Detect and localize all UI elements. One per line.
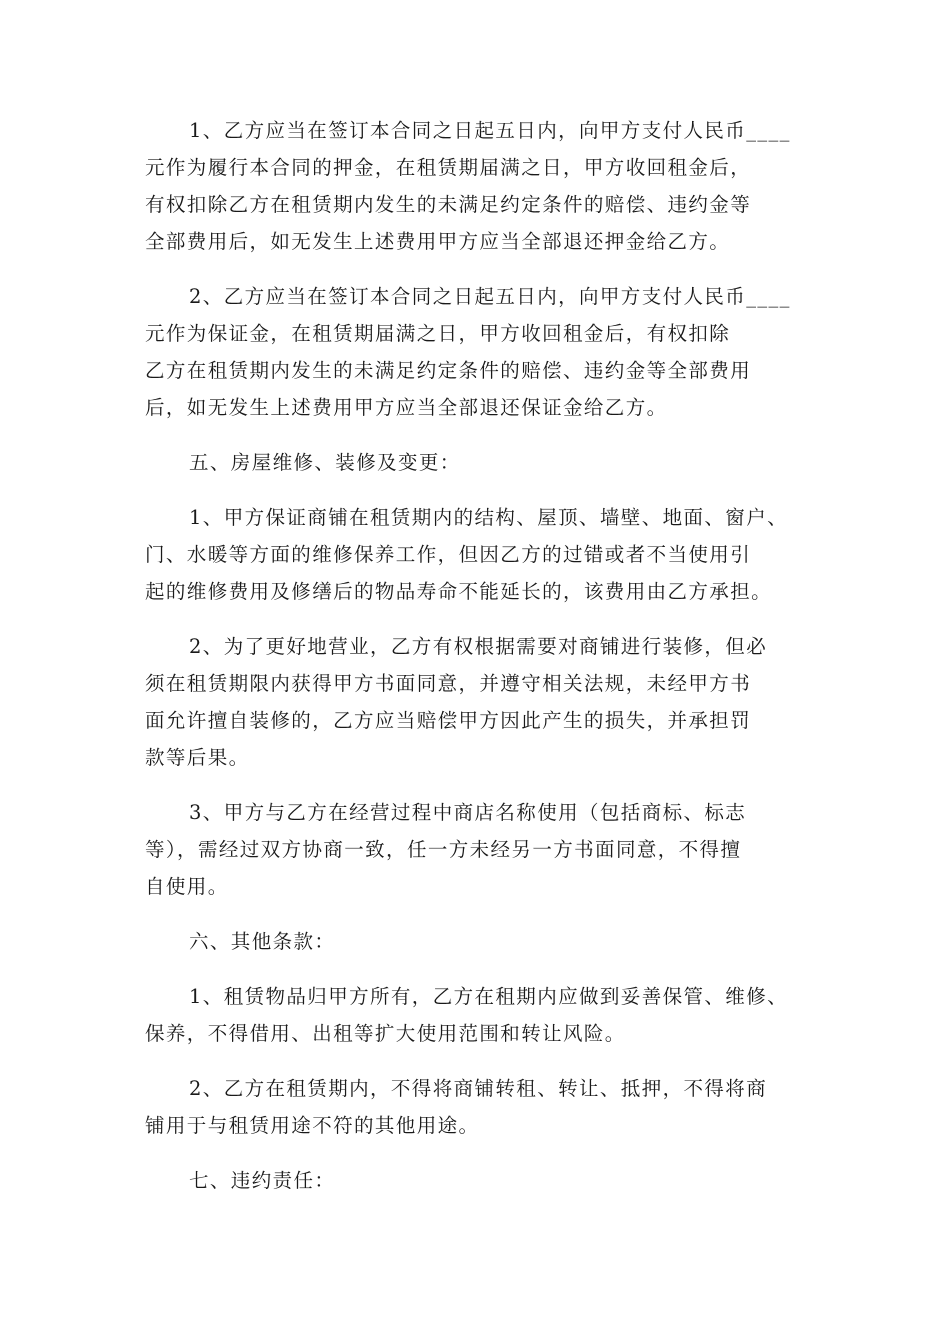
paragraph-line: 铺用于与租赁用途不符的其他用途。: [145, 1114, 480, 1137]
paragraph: [145, 278, 810, 426]
paragraph-line: 3、甲方与乙方在经营过程中商店名称使用（包括商标、标志: [189, 801, 747, 824]
paragraph: [145, 444, 810, 481]
paragraph: [145, 112, 810, 260]
paragraph-line: 等），需经过双方协商一致，任一方未经另一方书面同意，不得擅: [145, 838, 742, 861]
paragraph-line: 自使用。: [145, 875, 229, 898]
paragraph: [145, 1070, 810, 1144]
paragraph-line: 2、乙方在租赁期内，不得将商铺转租、转让、抵押，不得将商: [189, 1077, 768, 1100]
paragraph-line: 元作为履行本合同的押金，在租赁期届满之日，甲方收回租金后，: [145, 156, 752, 179]
paragraph-line: 六、其他条款：: [189, 930, 336, 953]
paragraph-line: 乙方在租赁期内发生的未满足约定条件的赔偿、违约金等全部费用: [145, 359, 752, 382]
paragraph: [145, 628, 810, 776]
paragraph-line: 有权扣除乙方在租赁期内发生的未满足约定条件的赔偿、违约金等: [145, 193, 752, 216]
paragraph: [145, 978, 810, 1052]
paragraph-line: 七、违约责任：: [189, 1169, 336, 1192]
paragraph-line: 起的维修费用及修缮后的物品寿命不能延长的，该费用由乙方承担。: [145, 580, 773, 603]
paragraph-line: 全部费用后，如无发生上述费用甲方应当全部退还押金给乙方。: [145, 230, 731, 253]
paragraph-line: 须在租赁期限内获得甲方书面同意，并遵守相关法规，未经甲方书: [145, 672, 752, 695]
paragraph-line: 2、为了更好地营业，乙方有权根据需要对商铺进行装修，但必: [189, 635, 768, 658]
paragraph-line: 元作为保证金，在租赁期届满之日，甲方收回租金后，有权扣除: [145, 322, 731, 345]
paragraph-line: 1、甲方保证商铺在租赁期内的结构、屋顶、墙壁、地面、窗户、: [189, 506, 789, 529]
document-body: [145, 112, 810, 1217]
paragraph: [145, 923, 810, 960]
paragraph-line: 门、水暖等方面的维修保养工作，但因乙方的过错或者不当使用引: [145, 543, 752, 566]
paragraph-line: 保养，不得借用、出租等扩大使用范围和转让风险。: [145, 1022, 626, 1045]
paragraph: [145, 499, 810, 610]
paragraph-line: 后，如无发生上述费用甲方应当全部退还保证金给乙方。: [145, 396, 668, 419]
paragraph-line: 1、租赁物品归甲方所有，乙方在租期内应做到妥善保管、维修、: [189, 985, 789, 1008]
paragraph-line: 款等后果。: [145, 746, 250, 769]
paragraph: [145, 794, 810, 905]
paragraph-line: 1、乙方应当在签订本合同之日起五日内，向甲方支付人民币____: [189, 119, 791, 142]
paragraph-line: 2、乙方应当在签订本合同之日起五日内，向甲方支付人民币____: [189, 285, 791, 308]
paragraph-line: 面允许擅自装修的，乙方应当赔偿甲方因此产生的损失，并承担罚: [145, 709, 752, 732]
paragraph-line: 五、房屋维修、装修及变更：: [189, 451, 461, 474]
paragraph: [145, 1162, 810, 1199]
